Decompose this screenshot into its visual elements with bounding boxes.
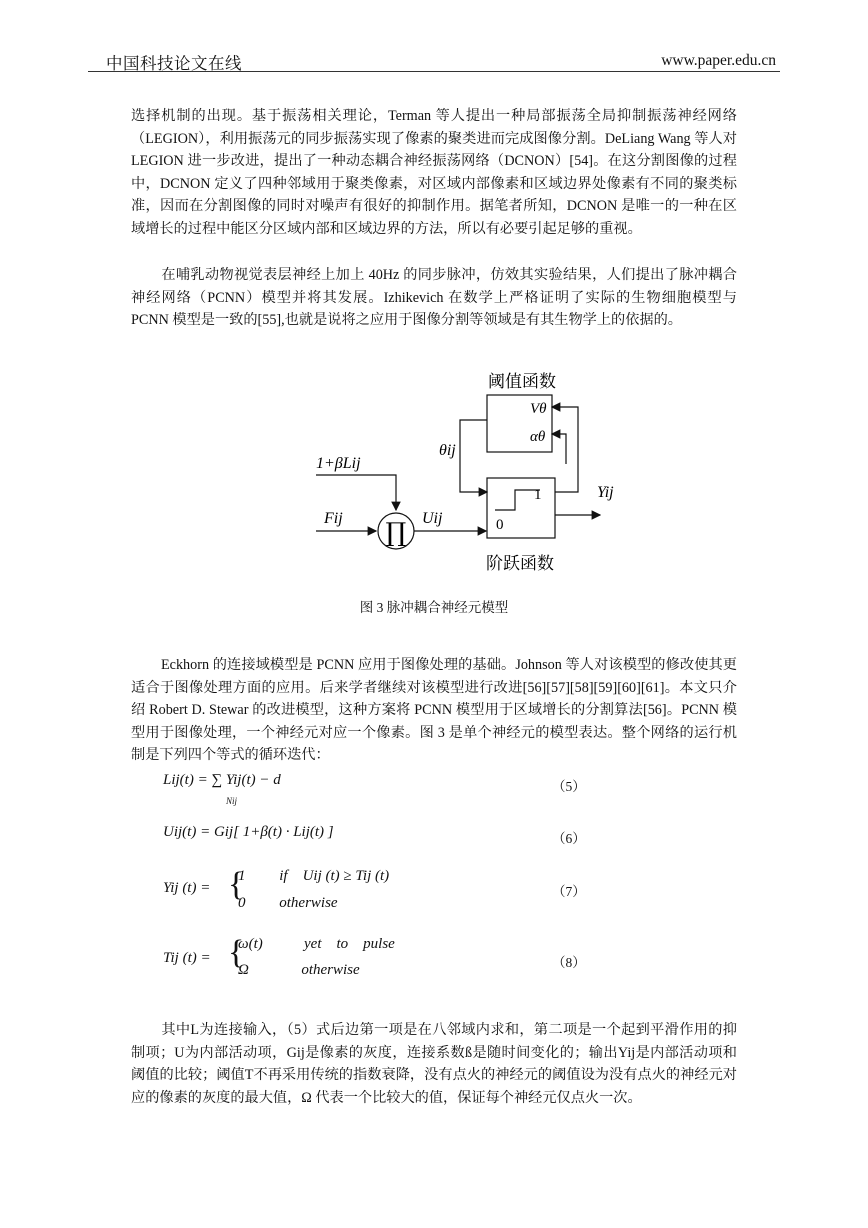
equation-8-case1: ω(t) yet to pulse (238, 936, 395, 952)
pcnn-neuron-diagram (300, 365, 620, 585)
equation-7-lhs: Yij (t) = (163, 880, 211, 896)
journal-url[interactable]: www.paper.edu.cn (661, 52, 776, 69)
theta-ij-label: θij (439, 442, 456, 459)
step-high-label: 1 (534, 487, 542, 503)
page-header (106, 50, 776, 72)
figure-caption: 图 3 脉冲耦合神经元模型 (359, 600, 509, 615)
paragraph-2 (131, 264, 737, 332)
equation-6: Uij(t) = Gij[ 1+β(t) · Lij(t) ] (163, 824, 334, 840)
feedback-line-v (552, 407, 578, 492)
equation-5: Lij(t) = ∑ Yij(t) − d (163, 772, 281, 788)
paragraph-4 (131, 1019, 737, 1109)
threshold-function-label: 阈值函数 (488, 372, 556, 392)
equation-5-sub: Nij (226, 796, 238, 806)
paragraph-2-text: 在哺乳动物视觉表层神经上加上 40Hz 的同步脉冲，仿效其实验结果，人们提出了脉冲耦合神经网络（PCNN）模型并将其发展。Izhikevich 在数学上严格证明了实际的生物细胞模型与 PCNN 模型是一致的[55],也就是说将之应用于图像分割等领域是有其生物学上的依据的。 (131, 267, 737, 329)
equation-7-number: （7） (552, 884, 586, 899)
u-ij-label: Uij (422, 510, 443, 527)
paragraph-1: 选择机制的出现。基于振荡相关理论，Terman 等人提出一种局部振荡全局抑制振荡神经网络（LEGION），利用振荡元的同步振荡实现了像素的聚类进而完成图像分割。DeLiang Wang 等人对 LEGION 进一步改进，提出了一种动态耦合神经振荡网络（DCNON）[54]。在这分割图像的过程中，DCNON 定义了四种邻域用于聚类像素，对区域内部像素和区域边界处像素有不同的聚类标准，因而在分割图像的同时对噪声有很好的抑制作用。据笔者所知，DCNON 是唯一的一种在区域增长的过程中能区分区域内部和区域边界的方法，所以有必要引起足够的重视。 (131, 108, 737, 237)
equation-8-number: （8） (552, 955, 586, 970)
step-low-label: 0 (496, 517, 504, 533)
equation-8-lhs: Tij (t) = (163, 950, 211, 966)
linking-line (316, 475, 396, 510)
feedback-line-alpha (552, 434, 566, 464)
alpha-theta-label: αθ (530, 429, 546, 445)
feeding-input-label: Fij (324, 510, 343, 527)
equation-8-brace: { (228, 934, 245, 971)
step-function-label: 阶跃函数 (486, 554, 554, 574)
product-symbol: ∏ (385, 518, 407, 548)
v-theta-label: Vθ (530, 401, 547, 417)
theta-line (460, 420, 487, 492)
paragraph-4-text: 其中L为连接输入，（5）式后边第一项是在八邻域内求和，第二项是一个起到平滑作用的抑制项；U为内部活动项，Gij是像素的灰度，连接系数ß是随时间变化的；输出Yij是内部活动项和阈值的比较；阈值T不再采用传统的指数衰降，没有点火的神经元的阈值设为没有点火的神经元对应的像素的灰度的最大值，Ω 代表一个比较大的值，保证每个神经元仅点火一次。 (131, 1022, 737, 1106)
equation-7-case2: 0 otherwise (238, 895, 338, 911)
linking-input-label: 1+βLij (316, 455, 361, 472)
journal-name: 中国科技论文在线 (106, 54, 242, 73)
header-rule (88, 71, 780, 72)
equation-8-case2: Ω otherwise (238, 962, 360, 978)
paragraph-3-text: Eckhorn 的连接域模型是 PCNN 应用于图像处理的基础。Johnson 等人对该模型的修改使其更适合于图像处理方面的应用。后来学者继续对该模型进行改进[56][57][58][59][60][61]。本文只介绍 Robert D. Stewar 的改进模型，这种方案将 PCNN 模型用于区域增长的分割算法[56]。PCNN 模型用于图像处理，一个神经元对应一个像素。图 3 是单个神经元的模型表达。整个网络的运行机制是下列四个等式的循环迭代： (131, 657, 737, 764)
y-ij-label: Yij (597, 484, 614, 501)
paragraph-3 (131, 654, 737, 767)
equation-7-brace: { (228, 866, 245, 903)
equation-5-number: （5） (552, 779, 586, 794)
equation-6-number: （6） (552, 831, 586, 846)
equation-7-case1: 1 if Uij (t) ≥ Tij (t) (238, 868, 390, 884)
